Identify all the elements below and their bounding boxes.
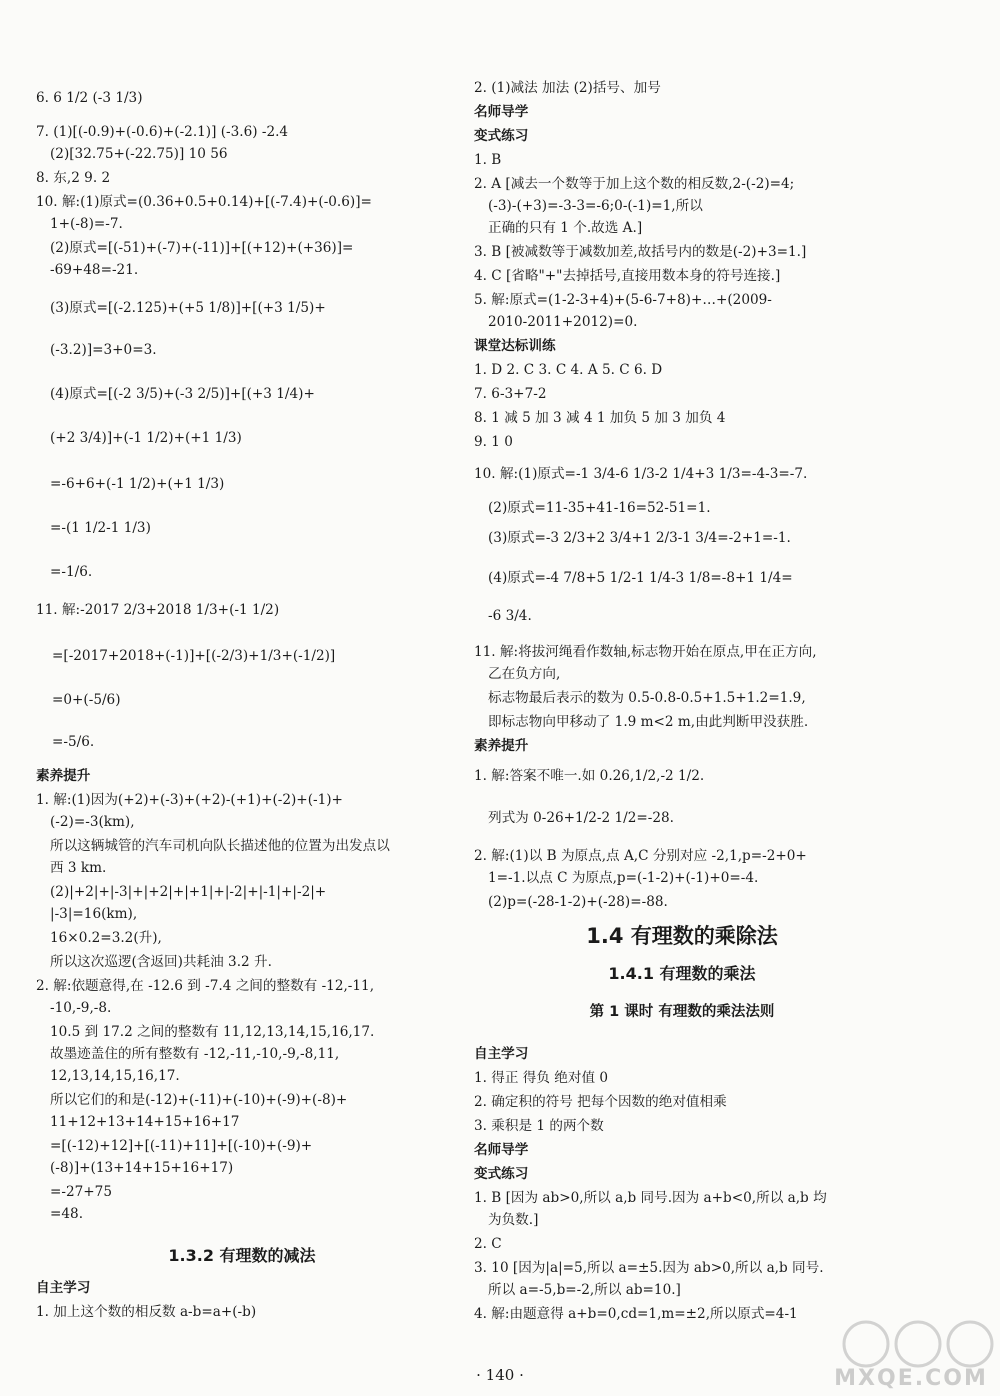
text-line: 2. 确定积的符号 把每个因数的绝对值相乘 — [474, 1094, 727, 1110]
text-line: -69+48=-21. — [50, 262, 139, 278]
text-line: (+2 3/4)]+(-1 1/2)+(+1 1/3) — [50, 430, 242, 446]
text-line: 7. 6-3+7-2 — [474, 386, 547, 402]
text-line: (-8)]+(13+14+15+16+17) — [50, 1160, 234, 1176]
text-line: (4)原式=-4 7/8+5 1/2-1 1/4-3 1/8=-8+1 1/4= — [488, 570, 793, 586]
section-heading: 自主学习 — [474, 1046, 529, 1062]
text-line: =-27+75 — [50, 1184, 112, 1200]
text-line: 6. 6 1/2 (-3 1/3) — [36, 90, 143, 106]
text-line: =-1/6. — [50, 564, 93, 580]
text-line: 8. 1 减 5 加 3 减 4 1 加负 5 加 3 加负 4 — [474, 410, 726, 426]
section-heading: 自主学习 — [36, 1280, 91, 1296]
text-line: 9. 1 0 — [474, 434, 513, 450]
text-line: (-3)-(+3)=-3-3=-6;0-(-1)=1,所以 — [488, 198, 703, 214]
text-line: 列式为 0-26+1/2-2 1/2=-28. — [488, 810, 674, 826]
text-line: 11. 解:-2017 2/3+2018 1/3+(-1 1/2) — [36, 602, 280, 618]
text-line: 标志物最后表示的数为 0.5-0.8-0.5+1.5+1.2=1.9, — [488, 690, 806, 706]
text-line: 1+(-8)=-7. — [50, 216, 123, 232]
text-line: 12,13,14,15,16,17. — [50, 1068, 180, 1084]
text-line: 所以它们的和是(-12)+(-11)+(-10)+(-9)+(-8)+ — [50, 1092, 348, 1108]
text-line: 1. B — [474, 152, 502, 168]
text-line: (2)原式=[(-51)+(-7)+(-11)]+[(+12)+(+36)]= — [50, 240, 354, 256]
text-line: 乙在负方向, — [488, 666, 561, 682]
watermark — [826, 1318, 996, 1392]
section-heading: 第 1 课时 有理数的乘法法则 — [589, 1004, 775, 1020]
text-line: 即标志物向甲移动了 1.9 m<2 m,由此判断甲没获胜. — [488, 714, 809, 730]
section-heading: 变式练习 — [474, 128, 529, 144]
text-line: 为负数.] — [488, 1212, 539, 1228]
section-heading: 变式练习 — [474, 1166, 529, 1182]
watermark-text: MXQE.COM — [834, 1366, 988, 1391]
text-line: =-(1 1/2-1 1/3) — [50, 520, 151, 536]
section-heading: 1.4.1 有理数的乘法 — [608, 964, 756, 983]
text-line: 1. D 2. C 3. C 4. A 5. C 6. D — [474, 362, 663, 378]
text-line: 11+12+13+14+15+16+17 — [50, 1114, 240, 1130]
text-line: =-5/6. — [52, 734, 95, 750]
text-line: -10,-9,-8. — [50, 1000, 112, 1016]
text-line: 1. 解:(1)因为(+2)+(-3)+(+2)-(+1)+(-2)+(-1)+ — [36, 792, 343, 808]
text-line: 故墨迹盖住的所有整数有 -12,-11,-10,-9,-8,11, — [50, 1046, 340, 1062]
text-line: 4. 解:由题意得 a+b=0,cd=1,m=±2,所以原式=4-1 — [474, 1306, 798, 1322]
text-line: 2. (1)减法 加法 (2)括号、加号 — [474, 80, 661, 96]
text-line: 10. 解:(1)原式=-1 3/4-6 1/3-2 1/4+3 1/3=-4-3=-7. — [474, 466, 808, 482]
text-line: 2. 解:(1)以 B 为原点,点 A,C 分别对应 -2,1,p=-2+0+ — [474, 848, 807, 864]
text-line: (-3.2)]=3+0=3. — [50, 342, 157, 358]
text-line: (-2)=-3(km), — [50, 814, 135, 830]
text-line: 1. 加上这个数的相反数 a-b=a+(-b) — [36, 1304, 257, 1320]
text-line: (2)原式=11-35+41-16=52-51=1. — [488, 500, 711, 516]
page-number: · 140 · — [476, 1366, 524, 1384]
text-line: 11. 解:将拔河绳看作数轴,标志物开始在原点,甲在正方向, — [474, 644, 817, 660]
text-line: 8. 东,2 9. 2 — [36, 170, 111, 186]
text-line: 西 3 km. — [50, 860, 107, 876]
text-line: 正确的只有 1 个.故选 A.] — [488, 220, 643, 236]
text-line: =-6+6+(-1 1/2)+(+1 1/3) — [50, 476, 225, 492]
text-line: (4)原式=[(-2 3/5)+(-3 2/5)]+[(+3 1/4)+ — [50, 386, 315, 402]
text-line: 4. C [省略"+"去掉括号,直接用数本身的符号连接.] — [474, 268, 781, 284]
text-line: -6 3/4. — [488, 608, 532, 624]
section-heading: 1.3.2 有理数的减法 — [168, 1246, 316, 1265]
text-line: =0+(-5/6) — [52, 692, 121, 708]
text-line: 16×0.2=3.2(升), — [50, 930, 162, 946]
text-line: 3. 乘积是 1 的两个数 — [474, 1118, 604, 1134]
text-line: 所以这辆城管的汽车司机向队长描述他的位置为出发点以 — [50, 838, 390, 854]
text-line: =[(-12)+12]+[(-11)+11]+[(-10)+(-9)+ — [50, 1138, 313, 1154]
text-line: 2. A [减去一个数等于加上这个数的相反数,2-(-2)=4; — [474, 176, 795, 192]
answer-stamp-icon — [826, 1318, 996, 1368]
text-line: (2)p=(-28-1-2)+(-28)=-88. — [488, 894, 668, 910]
text-line: 所以 a=-5,b=-2,所以 ab=10.] — [488, 1282, 681, 1298]
section-heading: 素养提升 — [474, 738, 529, 754]
text-line: 1. 得正 得负 绝对值 0 — [474, 1070, 609, 1086]
text-line: 1. 解:答案不唯一.如 0.26,1/2,-2 1/2. — [474, 768, 705, 784]
text-line: 3. B [被减数等于减数加差,故括号内的数是(-2)+3=1.] — [474, 244, 807, 260]
section-heading: 素养提升 — [36, 768, 91, 784]
text-line: 7. (1)[(-0.9)+(-0.6)+(-2.1)] (-3.6) -2.4 — [36, 124, 289, 140]
text-line: 5. 解:原式=(1-2-3+4)+(5-6-7+8)+…+(2009- — [474, 292, 772, 308]
text-line: 1. B [因为 ab>0,所以 a,b 同号.因为 a+b<0,所以 a,b 均 — [474, 1190, 827, 1206]
section-heading: 名师导学 — [474, 1142, 529, 1158]
text-line: 所以这次巡逻(含返回)共耗油 3.2 升. — [50, 954, 272, 970]
text-line: 10.5 到 17.2 之间的整数有 11,12,13,14,15,16,17. — [50, 1024, 375, 1040]
text-line: 2. 解:依题意得,在 -12.6 到 -7.4 之间的整数有 -12,-11, — [36, 978, 375, 994]
text-line: (2)[32.75+(-22.75)] 10 56 — [50, 146, 228, 162]
section-heading: 名师导学 — [474, 104, 529, 120]
section-heading: 1.4 有理数的乘除法 — [586, 924, 778, 948]
section-heading: 课堂达标训练 — [474, 338, 556, 354]
text-line: 2010-2011+2012)=0. — [488, 314, 638, 330]
text-line: (2)|+2|+|-3|+|+2|+|+1|+|-2|+|-1|+|-2|+ — [50, 884, 327, 900]
text-line: 3. 10 [因为|a|=5,所以 a=±5.因为 ab>0,所以 a,b 同号. — [474, 1260, 824, 1276]
text-line: =48. — [50, 1206, 84, 1222]
text-line: (3)原式=[(-2.125)+(+5 1/8)]+[(+3 1/5)+ — [50, 300, 326, 316]
text-line: (3)原式=-3 2/3+2 3/4+1 2/3-1 3/4=-2+1=-1. — [488, 530, 791, 546]
text-line: |-3|=16(km), — [50, 906, 138, 922]
text-line: 10. 解:(1)原式=(0.36+0.5+0.14)+[(-7.4)+(-0.6)]= — [36, 194, 372, 210]
text-line: =[-2017+2018+(-1)]+[(-2/3)+1/3+(-1/2)] — [52, 648, 336, 664]
text-line: 1=-1.以点 C 为原点,p=(-1-2)+(-1)+0=-4. — [488, 870, 759, 886]
text-line: 2. C — [474, 1236, 502, 1252]
